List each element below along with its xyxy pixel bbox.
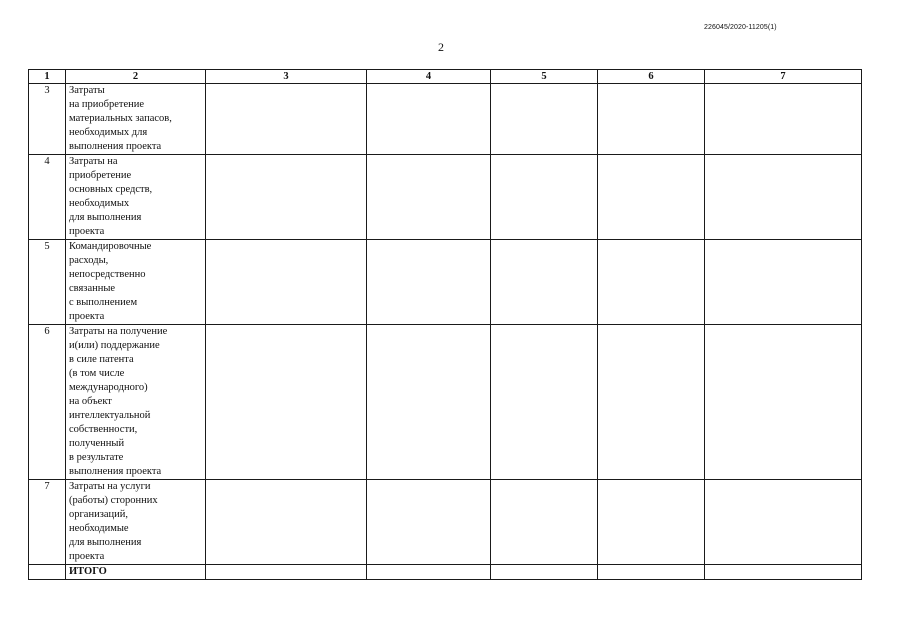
table-cell [206,155,367,240]
table-cell [491,155,598,240]
row-label: Командировочные расходы, непосредственно связанные с выполнением проекта [66,240,206,325]
table-cell [491,240,598,325]
table-cell [705,155,862,240]
row-number: 5 [29,240,66,325]
total-label: ИТОГО [66,565,206,580]
table-cell [367,84,491,155]
row-number: 7 [29,480,66,565]
table-cell [705,84,862,155]
table-cell [491,480,598,565]
table-row [29,480,862,565]
table-cell [206,325,367,480]
table-cell [491,325,598,480]
table-row [29,325,862,480]
table-cell [598,325,705,480]
table-header-row [29,70,862,84]
table-cell [29,565,66,580]
table-cell [367,240,491,325]
expenses-table [28,69,862,580]
table-cell [491,84,598,155]
table-cell [705,325,862,480]
table-cell [206,240,367,325]
table-row [29,155,862,240]
row-number: 3 [29,84,66,155]
column-header: 1 [29,70,66,84]
table-row [29,84,862,155]
table-row [29,240,862,325]
column-header: 2 [66,70,206,84]
table-cell [598,155,705,240]
row-label: Затраты на услуги (работы) сторонних организаций, необходимые для выполнения проекта [66,480,206,565]
table-cell [367,565,491,580]
row-number: 6 [29,325,66,480]
row-label: Затраты на получение и(или) поддержание в силе патента (в том числе международного) на объект интеллектуальной собственности, полученный в результате выполнения проекта [66,325,206,480]
table-cell [491,565,598,580]
table-cell [598,565,705,580]
table-cell [598,84,705,155]
column-header: 5 [491,70,598,84]
table-cell [367,325,491,480]
table-cell [206,480,367,565]
column-header: 7 [705,70,862,84]
table-cell [206,565,367,580]
column-header: 4 [367,70,491,84]
column-header: 3 [206,70,367,84]
row-label: Затраты на приобретение материальных запасов, необходимых для выполнения проекта [66,84,206,155]
row-number: 4 [29,155,66,240]
table-cell [367,155,491,240]
table-cell [705,240,862,325]
table-cell [367,480,491,565]
document-code: 226045/2020-11205(1) [704,24,777,31]
table-cell [598,480,705,565]
column-header: 6 [598,70,705,84]
page-number: 2 [438,40,444,54]
row-label: Затраты на приобретение основных средств, необходимых для выполнения проекта [66,155,206,240]
table-total-row [29,565,862,580]
table-cell [598,240,705,325]
table-cell [206,84,367,155]
table-cell [705,480,862,565]
table-cell [705,565,862,580]
